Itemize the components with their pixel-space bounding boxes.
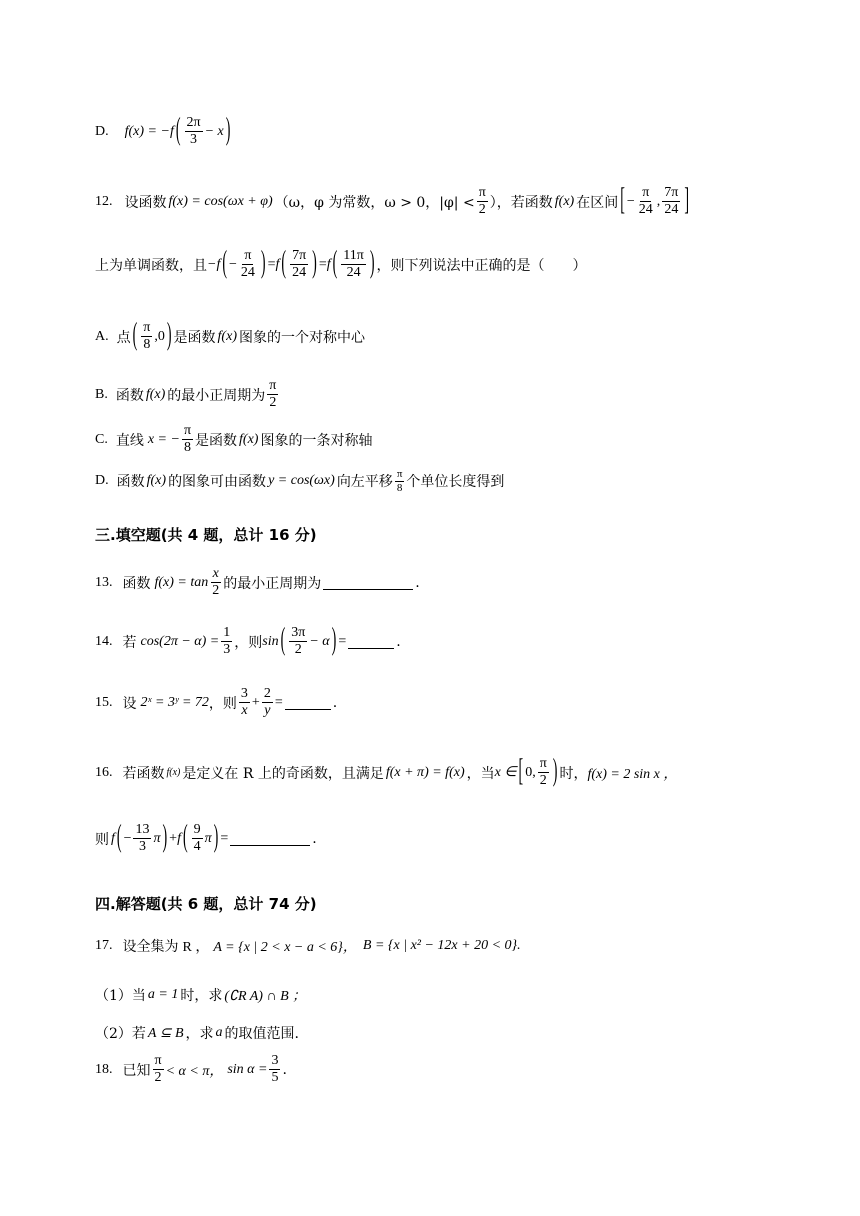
- option-c: [95, 423, 372, 456]
- option-label: D.: [95, 123, 109, 139]
- question-number: 15.: [95, 694, 113, 710]
- math-expr: f(x): [554, 193, 575, 209]
- math-expr: f(x) = −f: [124, 123, 174, 139]
- fraction: $\frac{7\pi}{24}$: [292, 248, 307, 281]
- option-text: 直线: [115, 432, 144, 449]
- question-text: （2）若: [95, 1026, 146, 1042]
- punctuation: .: [312, 830, 317, 847]
- math-expr: =: [338, 633, 347, 649]
- question-text: 是定义在 R 上的奇函数，且满足: [182, 765, 384, 782]
- question-12-line2: 上为单调函数，且 −f ( − $\frac{\pi}{24}$ ) = f ( $\frac{7\pi}{24}$ ) = f ( $\frac{11\pi}{24}$ ) ，则下列说法中正确的是（ ）: [95, 246, 587, 281]
- fraction: $\frac{\pi}{2}$: [269, 378, 277, 411]
- math-expr: 2ˣ = 3ʸ = 72: [140, 694, 209, 710]
- math-expr: ,0: [154, 328, 165, 344]
- option-text: 的最小正周期为: [167, 387, 266, 404]
- section-title: 三.填空题(共 4 题，总计 16 分): [95, 526, 317, 544]
- math-expr: A ⊆ B: [147, 1025, 184, 1041]
- fraction: $\frac{3\pi}{2}$: [291, 625, 306, 658]
- question-17-part1: [95, 985, 306, 1005]
- option-b: [95, 378, 280, 411]
- question-text: 若: [122, 634, 137, 651]
- option-text: 点: [116, 329, 131, 346]
- question-text: ，则: [234, 634, 263, 651]
- math-expr: R ，: [182, 940, 210, 955]
- fraction: $\frac{\pi}{8}$: [143, 320, 151, 353]
- math-expr: B = {x | x² − 12x + 20 < 0}.: [362, 938, 521, 953]
- question-text: 时，求: [180, 988, 223, 1004]
- fraction: $\frac{2\pi}{3}$: [186, 115, 201, 148]
- question-text: ，则: [208, 695, 237, 712]
- fraction: $\frac{\pi}{2}$: [539, 756, 547, 789]
- answer-blank[interactable]: [348, 634, 394, 649]
- question-text: 设函数: [124, 194, 167, 211]
- math-expr: +: [251, 694, 260, 710]
- option-label: D.: [95, 473, 109, 489]
- option-text: 函数: [115, 387, 144, 404]
- question-text: 函数: [122, 575, 151, 592]
- math-expr: f(x) = tan: [154, 574, 209, 590]
- option-text: 图象的一个对称中心: [238, 329, 365, 346]
- math-expr: x = −: [147, 431, 180, 447]
- math-expr: +: [169, 830, 178, 846]
- math-expr: y = cos(ωx): [268, 473, 335, 489]
- question-text: 设: [122, 695, 137, 712]
- fraction: $\frac{2}{y}$: [263, 686, 271, 719]
- fraction: $\frac{\pi}{2}$: [478, 185, 486, 218]
- math-expr: − α: [309, 633, 330, 649]
- question-text: 在区间: [576, 194, 619, 211]
- question-14: 14. 若 cos(2π − α) = $\frac{1}{3}$ ，则 sin ( $\frac{3\pi}{2}$ − α ) = .: [95, 623, 401, 658]
- question-text: 上为单调函数，且: [95, 257, 207, 274]
- fraction: $\frac{13}{3}$: [135, 822, 150, 855]
- question-number: 17.: [95, 938, 113, 953]
- fraction: $\frac{\pi}{24}$: [240, 248, 255, 281]
- question-number: 18.: [95, 1061, 113, 1077]
- punctuation: .: [396, 633, 401, 650]
- math-expr: a = 1: [147, 987, 179, 1002]
- fraction: $\frac{x}{2}$: [212, 566, 220, 599]
- math-expr: π: [204, 830, 212, 846]
- question-text: 的最小正周期为: [223, 575, 322, 592]
- math-expr: a: [215, 1025, 223, 1040]
- fraction: $\frac{\pi}{24}$: [638, 185, 653, 218]
- math-expr: f(x) = 2 sin x ，: [587, 766, 678, 782]
- question-text: ，则下列说法中正确的是（ ）: [376, 257, 587, 274]
- math-expr: f(x): [217, 328, 237, 344]
- option-text: 个单位长度得到: [406, 474, 505, 491]
- math-expr: A = {x | 2 < x − a < 6}，: [213, 940, 357, 955]
- math-expr: sin α =: [227, 1061, 268, 1077]
- math-expr: π: [153, 830, 161, 846]
- math-expr: f(x): [145, 386, 166, 402]
- math-expr: f(x): [166, 767, 181, 779]
- question-13: [95, 566, 420, 599]
- option-d: [95, 468, 504, 494]
- question-15: [95, 686, 337, 719]
- fraction: $\frac{7\pi}{24}$: [664, 185, 679, 218]
- option-text: 是函数: [195, 432, 238, 449]
- math-expr: < α < π，: [165, 1063, 224, 1079]
- option-label: B.: [95, 386, 108, 402]
- option-text: 是函数: [173, 329, 216, 346]
- fraction: $\frac{\pi}{2}$: [154, 1053, 162, 1086]
- fraction: $\frac{11\pi}{24}$: [343, 248, 364, 281]
- question-17-part2: [95, 1023, 299, 1043]
- math-expr: f(x + π) = f(x): [385, 764, 465, 780]
- question-12: 12. 设函数 f(x) = cos(ωx + φ) （ω，φ 为常数，ω > 0，|φ| < $\frac{\pi}{2}$ ），若函数 f(x) 在区间 [ − $\frac{\pi}{24}$ , $\frac{7\pi}{24}$ ]: [95, 183, 690, 218]
- answer-blank[interactable]: [230, 831, 310, 846]
- question-text: 设全集为: [122, 939, 179, 955]
- math-expr: f: [177, 830, 181, 846]
- punctuation: .: [282, 1061, 287, 1078]
- section-heading: [95, 524, 317, 545]
- fraction: $\frac{\pi}{8}$: [183, 423, 192, 456]
- question-text: 已知: [122, 1062, 151, 1079]
- fraction: $\frac{9}{4}$: [193, 822, 201, 855]
- fraction: $\frac{1}{3}$: [223, 625, 231, 658]
- math-expr: cos(2π − α) =: [140, 633, 220, 649]
- math-expr: − x: [204, 123, 224, 139]
- math-expr: 0,: [525, 764, 536, 780]
- section-title: 四.解答题(共 6 题，总计 74 分): [95, 895, 317, 913]
- math-expr: f: [111, 830, 115, 846]
- math-expr: =: [274, 694, 283, 710]
- question-text: 若函数: [122, 765, 165, 782]
- question-number: 12.: [95, 193, 113, 209]
- question-16: 16. 若函数 f(x) 是定义在 R 上的奇函数，且满足 f(x + π) = f(x) ，当 x ∈ [ 0, $\frac{\pi}{2}$ ) 时， f(x) = 2 sin x ，: [95, 754, 678, 789]
- question-text: ），若函数: [489, 194, 553, 211]
- option-label: A.: [95, 328, 109, 344]
- question-17: [95, 936, 521, 956]
- option-d-prev: D. f(x) = −f ( $\frac{2\pi}{3}$ − x ): [95, 113, 231, 148]
- question-number: 13.: [95, 574, 113, 590]
- question-number: 16.: [95, 764, 113, 780]
- math-expr: =: [220, 830, 229, 846]
- fraction: $\frac{3}{x}$: [240, 686, 248, 719]
- math-expr: f(x): [146, 473, 167, 489]
- option-text: 的图象可由函数: [168, 474, 267, 491]
- question-18: [95, 1053, 287, 1086]
- math-expr: sin: [262, 633, 279, 649]
- question-text: 的取值范围.: [224, 1026, 299, 1042]
- question-text: ，求: [185, 1026, 214, 1042]
- answer-blank[interactable]: [285, 695, 331, 710]
- fraction: $\frac{3}{5}$: [271, 1053, 279, 1086]
- punctuation: .: [332, 694, 338, 711]
- question-text: （ω，φ 为常数，ω > 0，|φ| <: [274, 194, 475, 211]
- option-text: 向左平移: [336, 474, 393, 491]
- math-expr: f(x) = cos(ωx + φ): [168, 193, 273, 209]
- punctuation: .: [415, 574, 420, 591]
- question-text: 时，: [559, 765, 588, 782]
- math-expr: x ∈: [494, 765, 517, 781]
- math-expr: −f: [207, 256, 221, 272]
- question-text: （1）当: [95, 988, 146, 1004]
- section-heading: [95, 893, 317, 914]
- option-a: A. 点 ( $\frac{\pi}{8}$ ,0 ) 是函数 f(x) 图象的一个对称中心: [95, 318, 365, 353]
- fraction: $\frac{\pi}{8}$: [396, 468, 403, 494]
- question-text: ，当: [466, 765, 495, 782]
- option-text: 图象的一条对称轴: [260, 432, 373, 449]
- option-text: 函数: [116, 474, 145, 491]
- answer-blank[interactable]: [323, 575, 413, 590]
- option-label: C.: [95, 431, 108, 447]
- question-16-line2: 则 f ( − $\frac{13}{3}$ π ) + f ( $\frac{9}{4}$ π ) = .: [95, 820, 317, 855]
- question-number: 14.: [95, 633, 113, 649]
- math-expr: (∁R A) ∩ B ；: [224, 989, 307, 1004]
- question-text: 则: [95, 831, 109, 848]
- math-expr: f(x): [239, 431, 259, 447]
